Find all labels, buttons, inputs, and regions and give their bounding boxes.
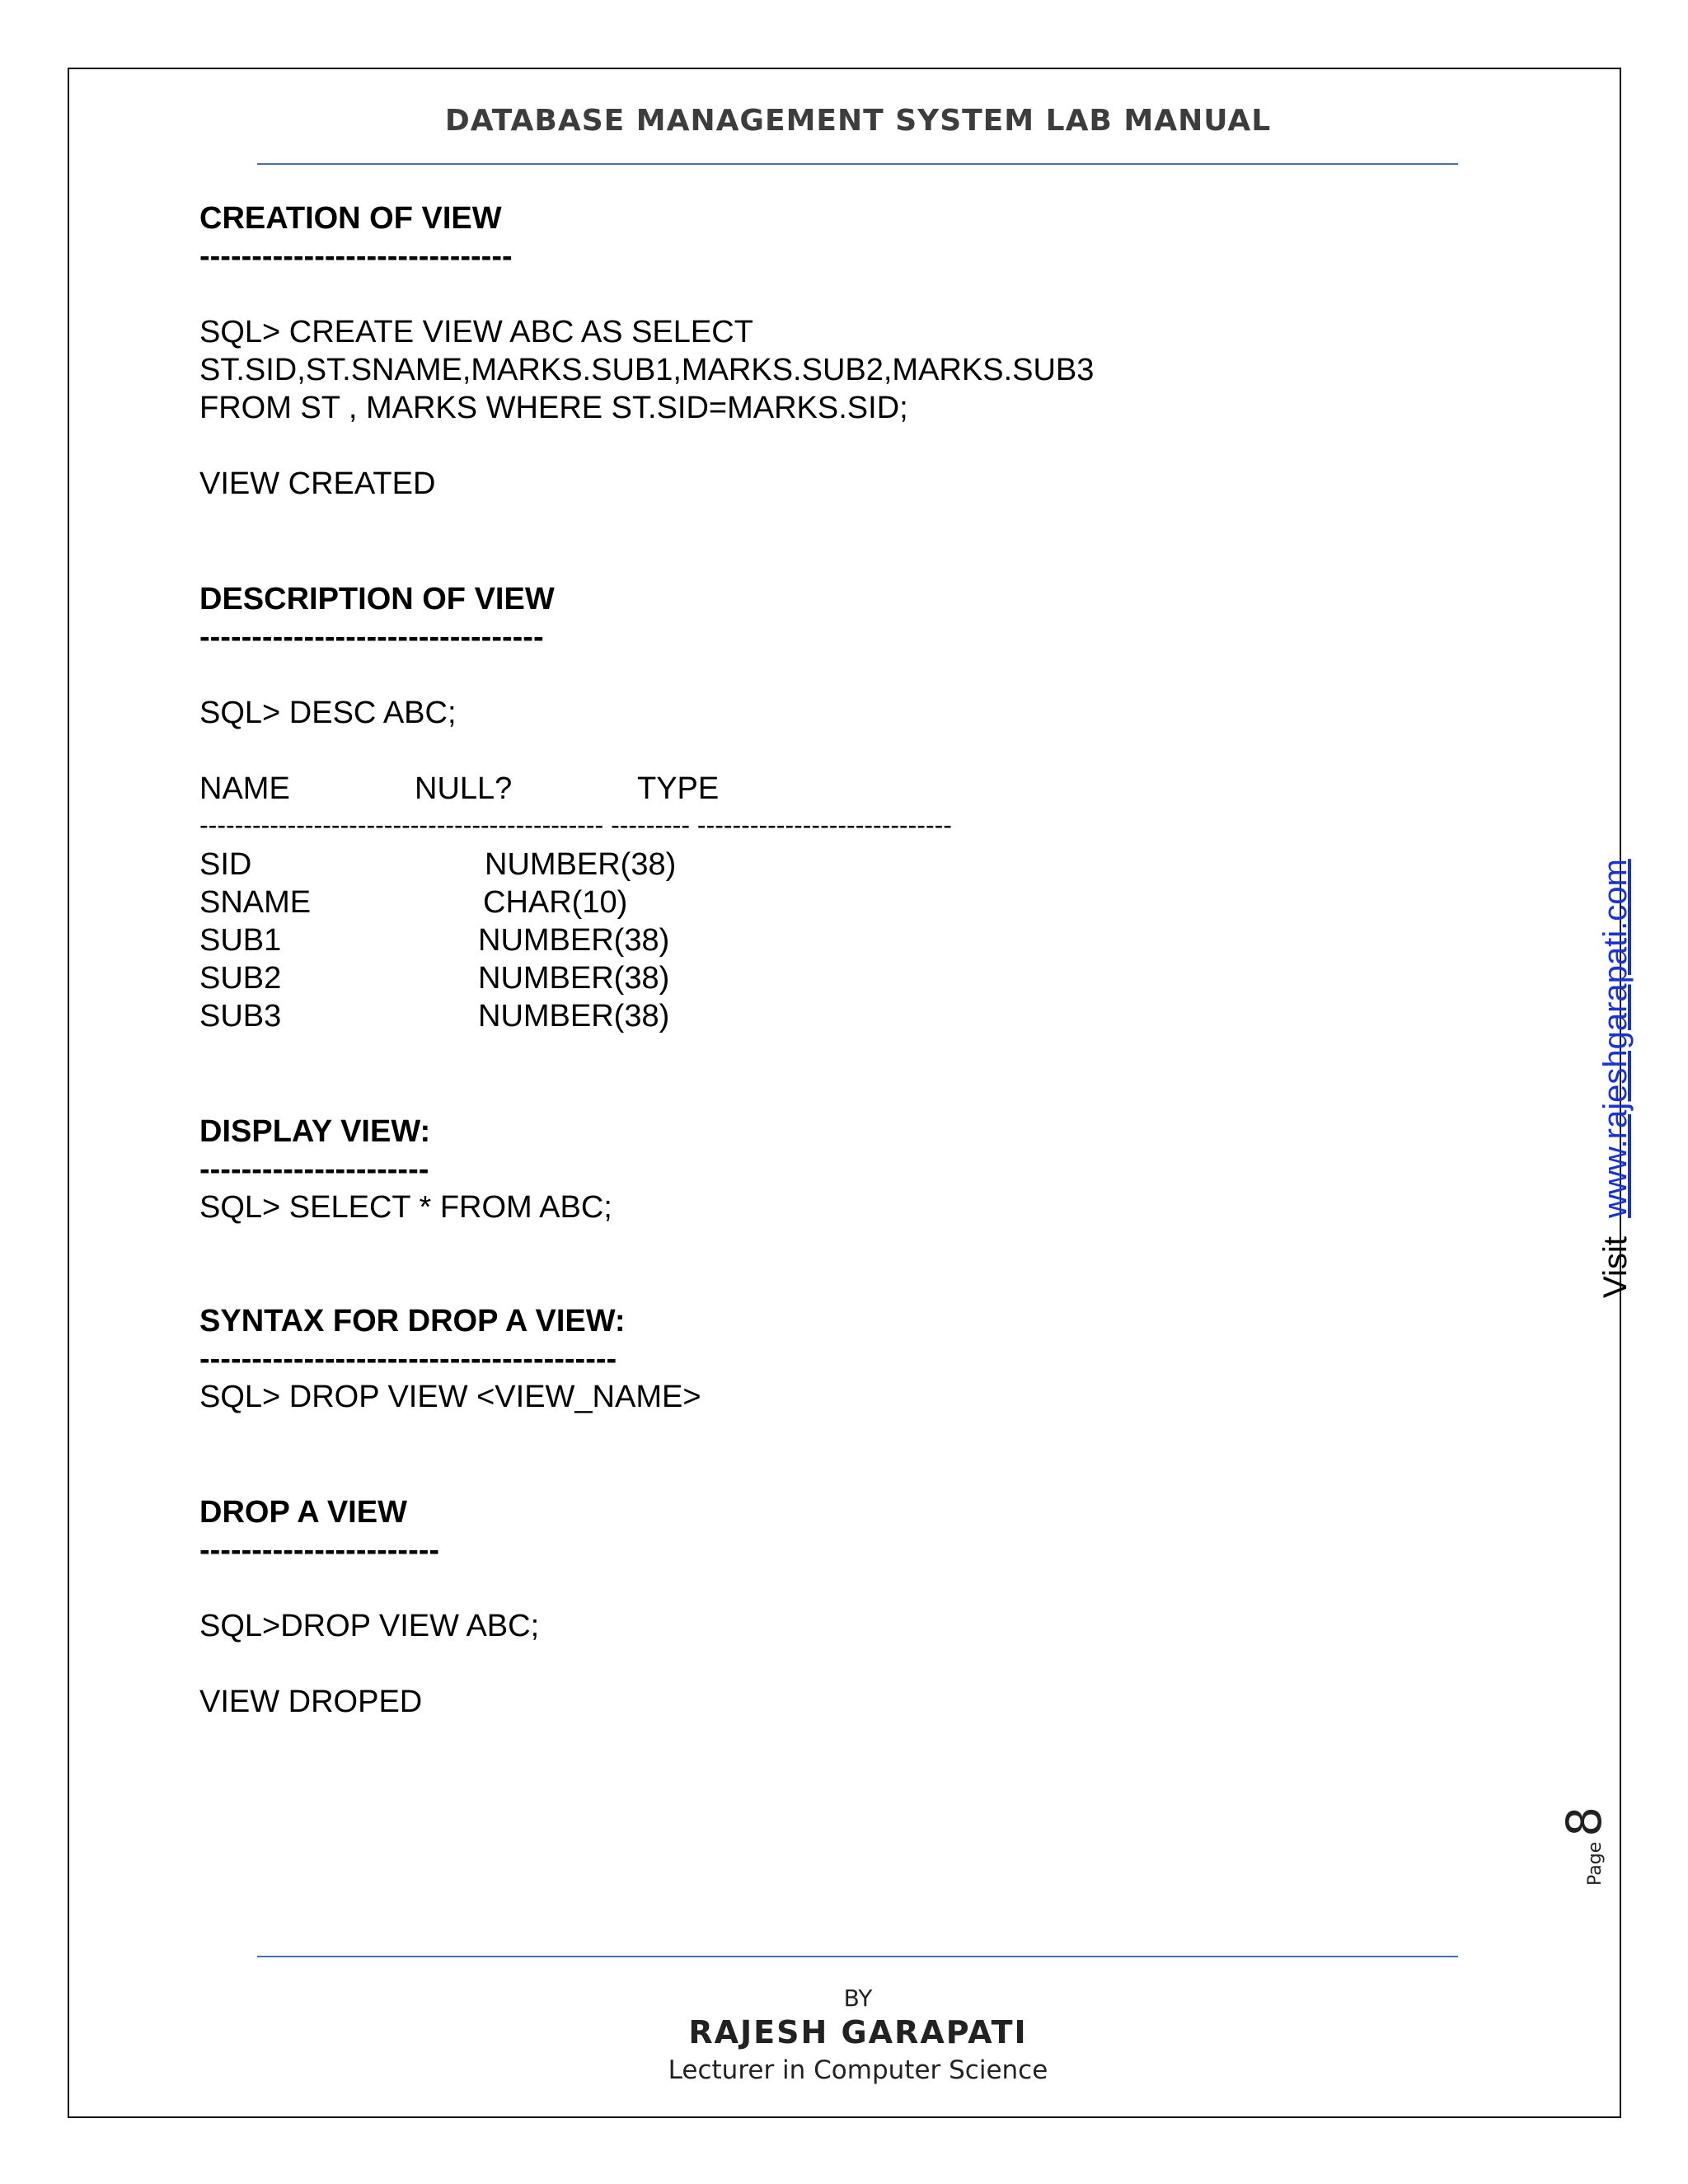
page-number-block <box>1550 1788 1612 1904</box>
display-sql: SQL> SELECT * FROM ABC; <box>199 1190 612 1225</box>
desc-row-name: SID <box>199 847 252 882</box>
syntax-drop-heading: SYNTAX FOR DROP A VIEW: <box>199 1304 626 1338</box>
desc-row-type: NUMBER(38) <box>485 847 677 882</box>
desc-col-type: TYPE <box>637 771 720 806</box>
visit-label: Visit <box>1597 1236 1634 1298</box>
page-number: 8 <box>1556 1806 1612 1837</box>
description-heading: DESCRIPTION OF VIEW <box>199 582 555 616</box>
document-title: DATABASE MANAGEMENT SYSTEM LAB MANUAL <box>444 104 1272 138</box>
drop-dashes: ----------------------- <box>199 1533 440 1568</box>
creation-sql-line-1: SQL> CREATE VIEW ABC AS SELECT <box>199 315 753 349</box>
desc-row-name: SUB2 <box>199 961 282 996</box>
desc-row-type: CHAR(10) <box>483 885 628 920</box>
drop-result: VIEW DROPED <box>199 1685 423 1719</box>
syntax-drop-dashes: ---------------------------------------- <box>199 1342 617 1376</box>
drop-heading: DROP A VIEW <box>199 1495 407 1530</box>
desc-row-name: SUB1 <box>199 923 282 958</box>
footer-author: RAJESH GARAPATI <box>688 2014 1028 2050</box>
desc-row-type: NUMBER(38) <box>478 923 670 958</box>
creation-dashes: ------------------------------ <box>199 239 513 274</box>
syntax-drop-sql: SQL> DROP VIEW <VIEW_NAME> <box>199 1380 701 1414</box>
creation-sql-line-2: ST.SID,ST.SNAME,MARKS.SUB1,MARKS.SUB2,MARKS.SUB3 <box>199 353 1095 387</box>
display-heading: DISPLAY VIEW: <box>199 1114 431 1149</box>
footer-role: Lecturer in Computer Science <box>668 2055 1048 2085</box>
creation-sql-line-3: FROM ST , MARKS WHERE ST.SID=MARKS.SID; <box>199 391 908 425</box>
footer-by: BY <box>843 1985 873 2012</box>
desc-col-null: NULL? <box>415 771 513 806</box>
desc-row-type: NUMBER(38) <box>478 961 670 996</box>
creation-result: VIEW CREATED <box>199 466 436 501</box>
description-dashes: --------------------------------- <box>199 620 544 654</box>
website-link[interactable]: www.rajeshgarapati.com <box>1597 859 1634 1218</box>
footer-rule <box>257 1956 1458 1957</box>
desc-row-type: NUMBER(38) <box>478 999 670 1033</box>
page-label: Page <box>1585 1841 1606 1886</box>
drop-sql: SQL>DROP VIEW ABC; <box>199 1609 540 1643</box>
desc-col-name: NAME <box>199 771 290 806</box>
desc-separator: ---------------------------------------------- --------- ----------------------------- <box>199 810 952 840</box>
creation-heading: CREATION OF VIEW <box>199 201 502 236</box>
display-dashes: ---------------------- <box>199 1152 429 1187</box>
description-sql: SQL> DESC ABC; <box>199 696 457 730</box>
desc-row-name: SUB3 <box>199 999 282 1033</box>
desc-row-name: SNAME <box>199 885 312 920</box>
header-rule <box>257 163 1458 165</box>
